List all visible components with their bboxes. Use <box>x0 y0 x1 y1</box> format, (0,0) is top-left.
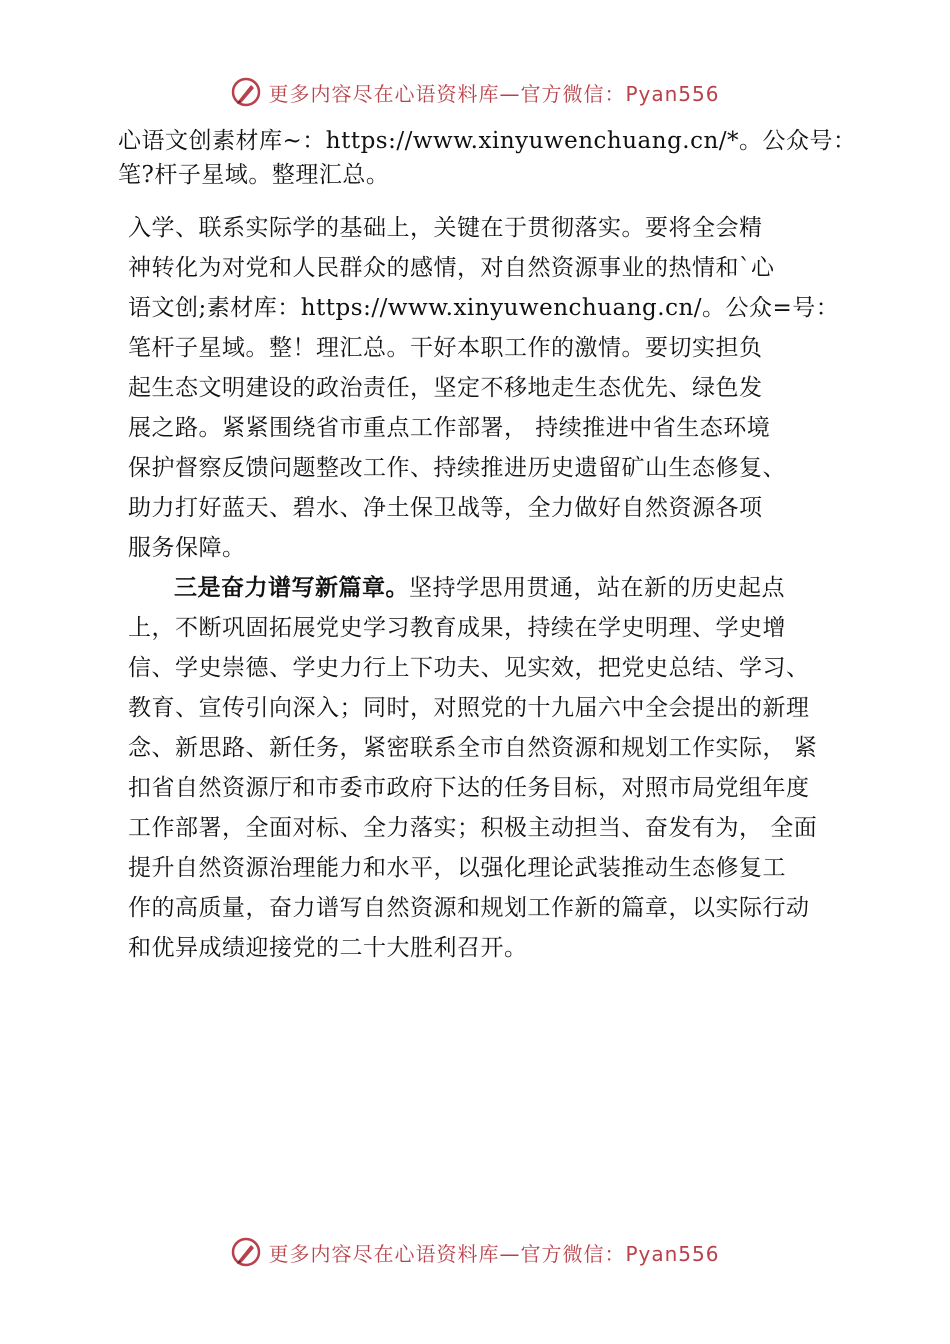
paragraph-line: 起生态文明建设的政治责任，坚定不移地走生态优先、绿色发 <box>128 375 763 401</box>
paragraph <box>128 568 852 968</box>
paragraph-line: 保护督察反馈问题整改工作、持续推进历史遗留矿山生态修复、 <box>128 455 786 481</box>
paragraph-line: 和优异成绩迎接党的二十大胜利召开。 <box>128 935 528 961</box>
watermark-text: 更多内容尽在心语资料库—官方微信：Pyan556 <box>268 1241 720 1266</box>
paragraph-line: 语文创;素材库：https://www.xinyuwenchuang.cn/。公众=号： <box>128 295 840 321</box>
paragraph-line: 展之路。紧紧围绕省市重点工作部署， 持续推进中省生态环境 <box>128 415 771 441</box>
paragraph-line: 教育、宣传引向深入；同时，对照党的十九届六中全会提出的新理 <box>128 695 810 721</box>
section-lead: 三是奋力谱写新篇章。 <box>174 575 409 601</box>
paragraph-line: 服务保障。 <box>128 535 246 561</box>
watermark-text: 更多内容尽在心语资料库—官方微信：Pyan556 <box>268 81 720 106</box>
paragraph-line: 神转化为对党和人民群众的感情，对自然资源事业的热情和`心 <box>128 255 775 281</box>
paragraph-line: 笔杆子星域。整！理汇总。干好本职工作的激情。要切实担负 <box>128 335 763 361</box>
footer-watermark <box>0 1232 950 1272</box>
document-body <box>118 124 857 968</box>
paragraph-text: 坚持学思用贯通，站在新的历史起点 <box>409 575 785 601</box>
paragraph-line: 工作部署，全面对标、全力落实；积极主动担当、奋发有为， 全面 <box>128 815 818 841</box>
paragraph-line: 信、学史崇德、学史力行上下功夫、见实效，把党史总结、学习、 <box>128 655 810 681</box>
notice-line: 心语文创素材库~：https://www.xinyuwenchuang.cn/*。公众号： <box>118 128 857 154</box>
paragraph-line: 念、新思路、新任务，紧密联系全市自然资源和规划工作实际， 紧 <box>128 735 818 761</box>
paragraph-line: 扣省自然资源厅和市委市政府下达的任务目标，对照市局党组年度 <box>128 775 810 801</box>
paragraph-line: 助力打好蓝天、碧水、净土保卫战等，全力做好自然资源各项 <box>128 495 763 521</box>
paragraph-line: 入学、联系实际学的基础上，关键在于贯彻落实。要将全会精 <box>128 215 763 241</box>
paragraph-line: 上，不断巩固拓展党史学习教育成果，持续在学史明理、学史增 <box>128 615 786 641</box>
paragraph-line <box>128 568 852 608</box>
header-watermark <box>0 72 950 112</box>
paragraph-line: 提升自然资源治理能力和水平，以强化理论武装推动生态修复工 <box>128 855 786 881</box>
paragraph <box>128 208 852 568</box>
pen-logo-icon <box>230 1236 262 1268</box>
paragraph-line: 作的高质量，奋力谱写自然资源和规划工作新的篇章，以实际行动 <box>128 895 810 921</box>
notice-line: 笔?杆子星域。整理汇总。 <box>118 162 390 188</box>
pen-logo-icon <box>230 76 262 108</box>
